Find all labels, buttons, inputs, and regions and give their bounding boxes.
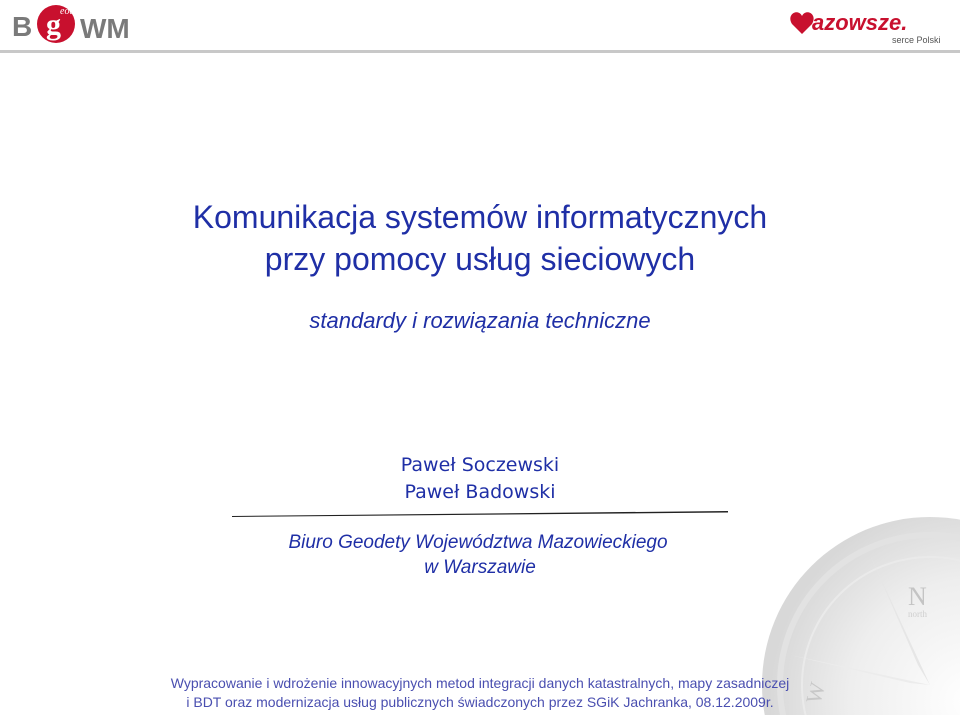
svg-text:g: g — [46, 8, 61, 41]
header-bar — [0, 0, 960, 50]
svg-text:north: north — [908, 609, 927, 619]
subtitle: standardy i rozwiązania techniczne — [309, 308, 651, 333]
svg-text:B: B — [12, 11, 33, 42]
svg-text:serce Polski: serce Polski — [892, 35, 941, 45]
title-line-2: przy pomocy usług sieciowych — [264, 241, 696, 277]
author-2: Paweł Badowski — [404, 481, 556, 503]
divider-line — [232, 510, 728, 518]
authors — [0, 452, 960, 506]
footer — [0, 674, 960, 712]
organization-line-2: w Warszawie — [424, 557, 536, 578]
logo-small-text: eodeta — [60, 6, 87, 17]
title-line-1: Komunikacja systemów informatycznych — [192, 199, 768, 235]
svg-text:W: W — [800, 679, 831, 707]
bgwm-logo-icon — [10, 2, 140, 46]
footer-line-1: Wypracowanie i wdrożenie innowacyjnych metod integracji danych katastralnych, mapy zasadniczej — [170, 675, 790, 691]
header-rule — [0, 50, 960, 53]
organization-line-1: Biuro Geodety Województwa Mazowieckiego — [288, 532, 668, 553]
footer-line-2: i BDT oraz modernizacja usług publicznych świadczonych przez SGiK Jachranka, 08.12.2009r. — [186, 694, 774, 710]
author-1: Paweł Soczewski — [400, 454, 560, 476]
compass-north-letter: N — [908, 582, 927, 611]
svg-text:azowsze.: azowsze. — [812, 10, 908, 35]
mazowsze-logo-icon — [784, 6, 950, 46]
svg-text:WM: WM — [80, 13, 130, 44]
page-title — [0, 196, 960, 280]
